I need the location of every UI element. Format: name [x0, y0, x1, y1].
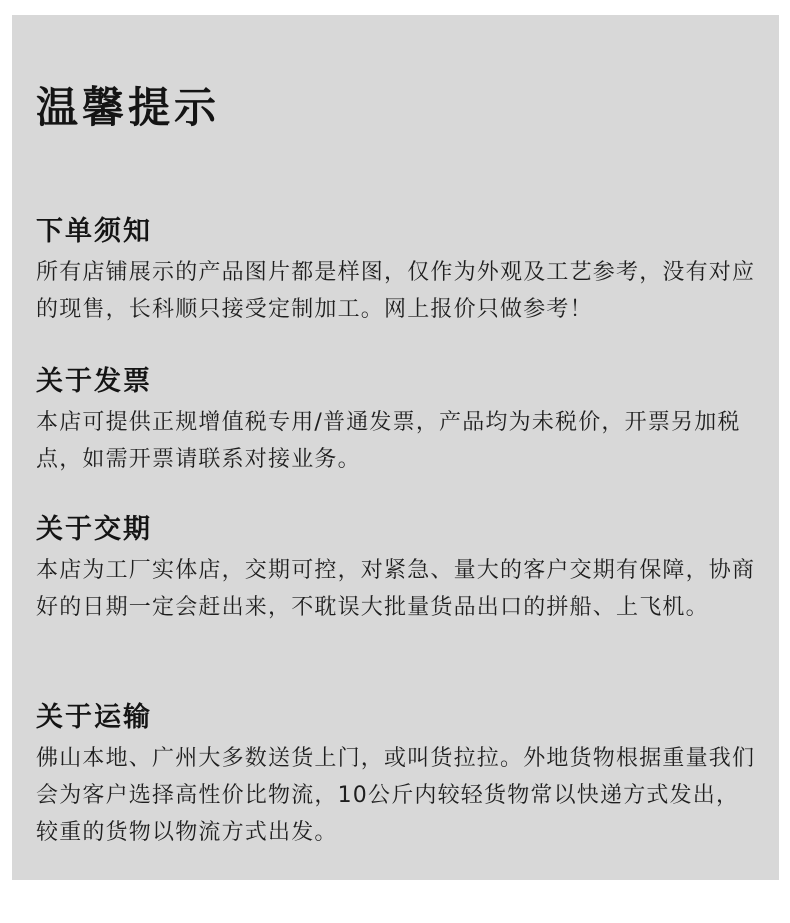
section-heading: 下单须知 [36, 216, 152, 247]
section-invoice [36, 364, 756, 478]
section-heading: 关于运输 [36, 702, 152, 733]
section-body: 佛山本地、广州大多数送货上门，或叫货拉拉。外地货物根据重量我们会为客户选择高性价比物流，10公斤内较轻货物常以快递方式发出，较重的货物以物流方式出发。 [36, 746, 756, 845]
section-heading: 关于发票 [36, 366, 152, 397]
page-title: 温馨提示 [36, 83, 221, 132]
section-delivery-time [36, 512, 756, 626]
section-heading: 关于交期 [36, 514, 152, 545]
section-body: 所有店铺展示的产品图片都是样图，仅作为外观及工艺参考，没有对应的现售，长科顺只接受定制加工。网上报价只做参考！ [36, 260, 756, 322]
section-shipping [36, 700, 756, 851]
section-body: 本店可提供正规增值税专用/普通发票，产品均为未税价，开票另加税点，如需开票请联系对接业务。 [36, 410, 741, 472]
section-order-notice [36, 214, 756, 328]
section-body: 本店为工厂实体店，交期可控，对紧急、量大的客户交期有保障，协商好的日期一定会赶出来，不耽误大批量货品出口的拼船、上飞机。 [36, 558, 756, 620]
